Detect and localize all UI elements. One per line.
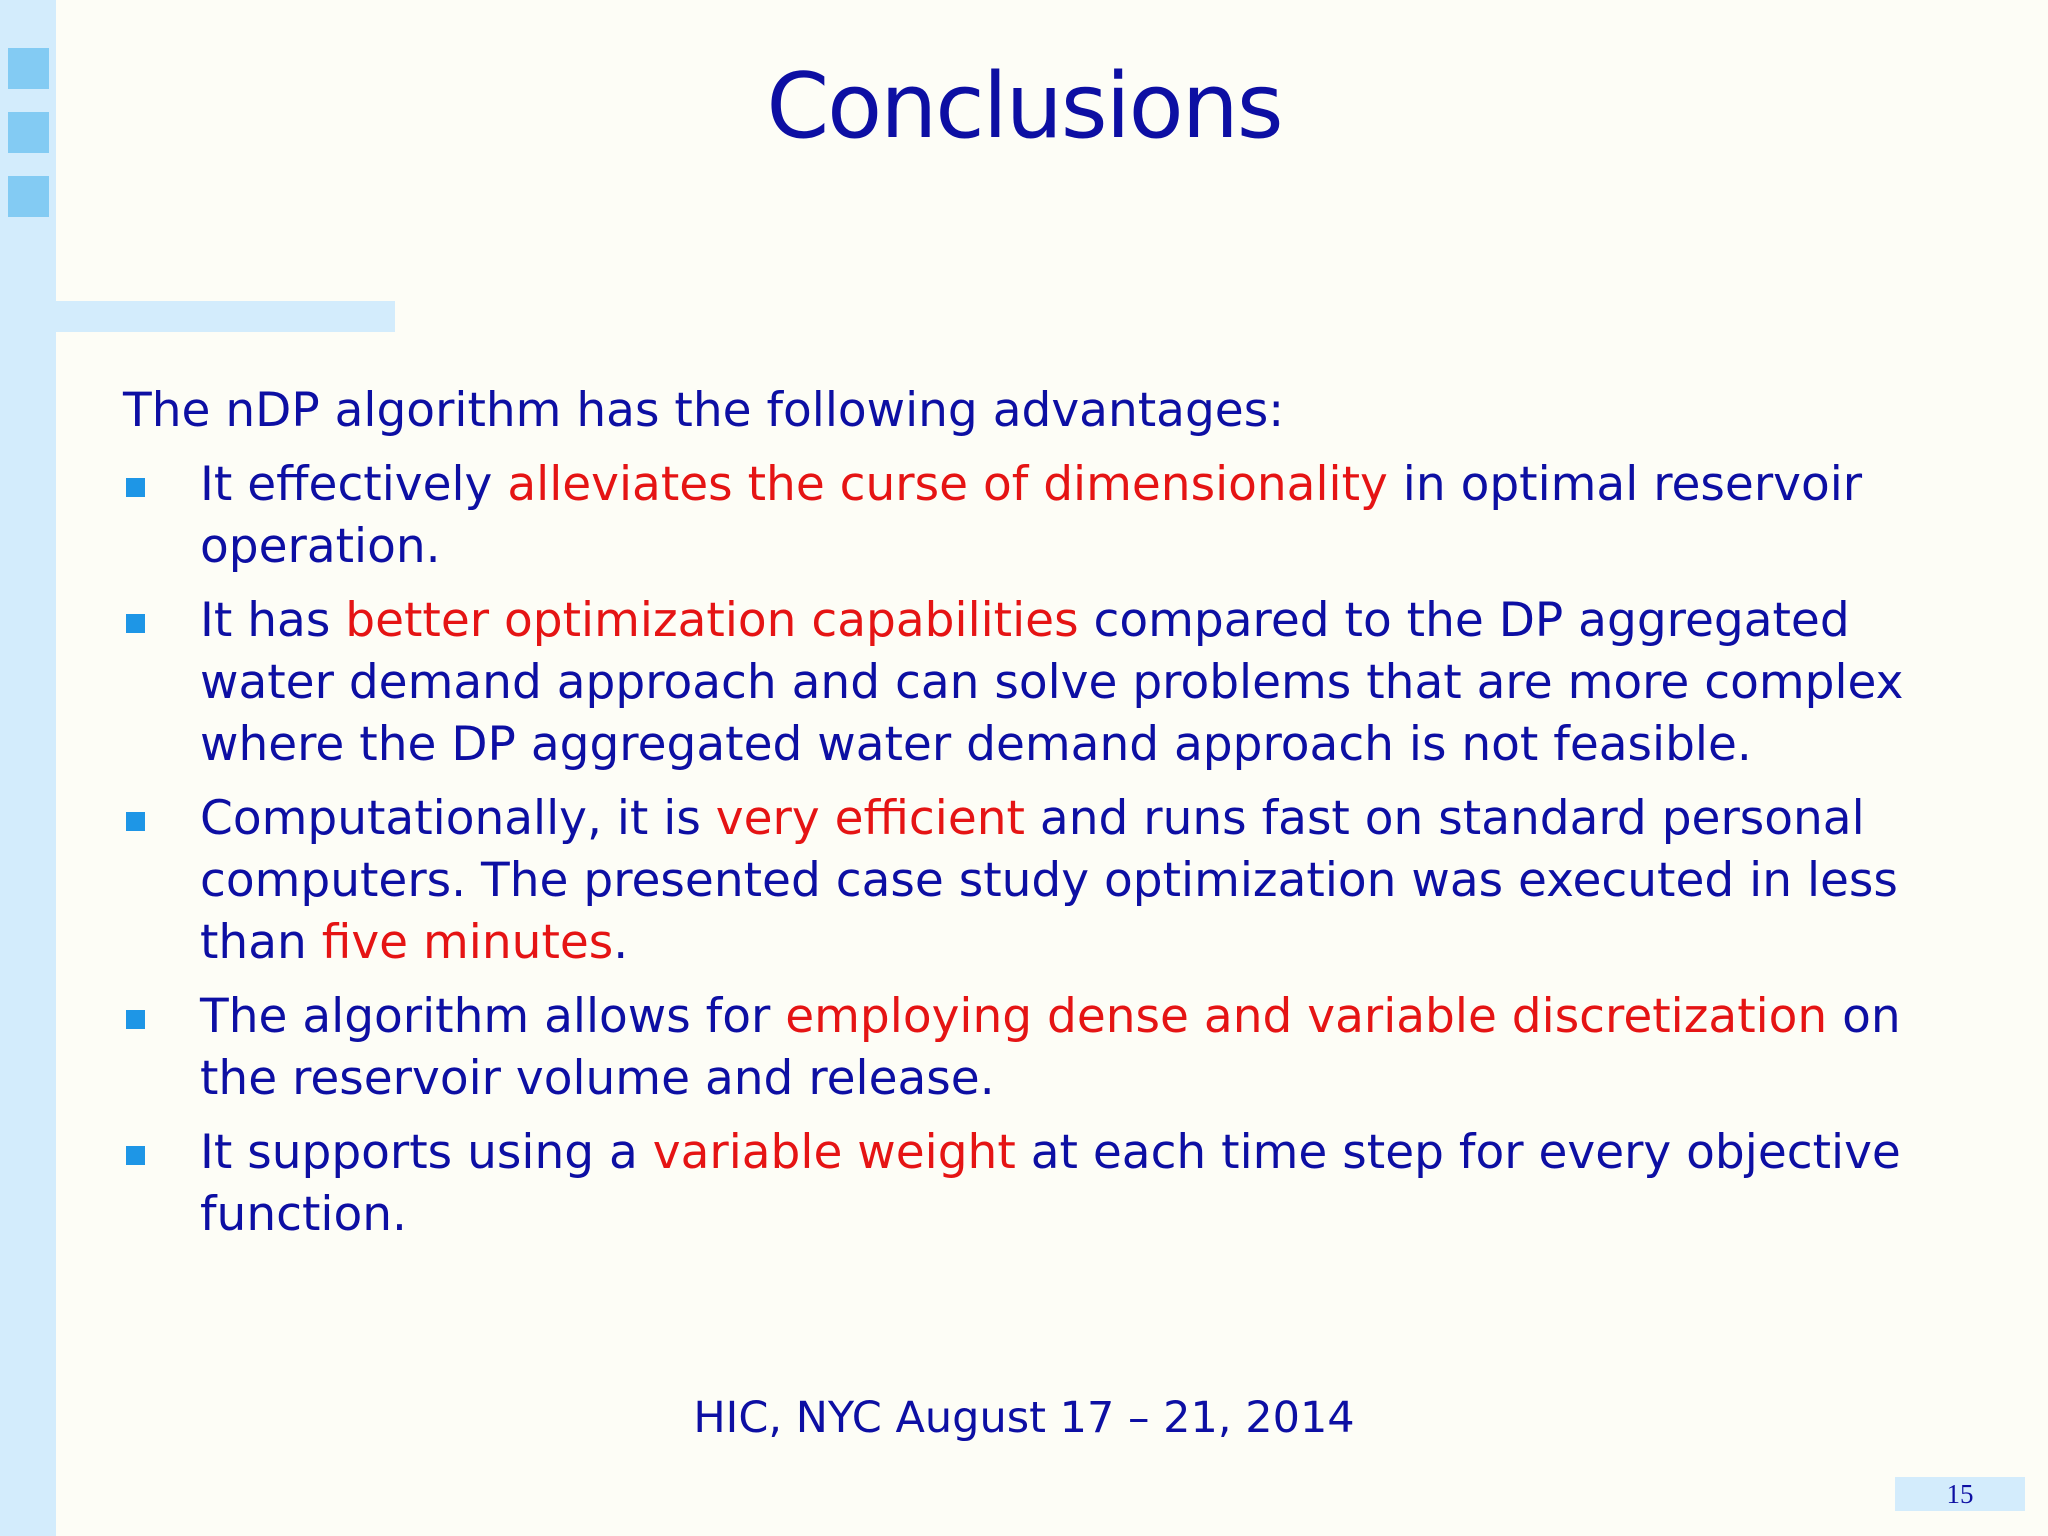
- bullet-text: It supports using a: [200, 1125, 653, 1180]
- bullet-text: It effectively: [200, 457, 508, 512]
- square-bullet-icon: [126, 614, 145, 633]
- intro-text: The nDP algorithm has the following advantages:: [123, 383, 1285, 438]
- decorative-square-3: [8, 176, 49, 217]
- bullet-item-optimization-capabilities: [123, 590, 1963, 776]
- square-bullet-icon: [126, 812, 145, 831]
- decorative-stripe: [56, 301, 395, 332]
- bullet-text: It has: [200, 593, 346, 648]
- slide-title: Conclusions: [766, 54, 1282, 159]
- bullet-highlight: five minutes: [321, 915, 614, 970]
- bullet-text: compared to the DP aggregated water demand approach and can solve problems that are more complex where the DP aggregated water demand approach is not feasible.: [200, 593, 1904, 772]
- page-number: 15: [1895, 1477, 2025, 1511]
- bullet-text: on the reservoir volume and release.: [200, 989, 1901, 1106]
- bullet-list: [123, 454, 1963, 1246]
- bullet-item-curse-of-dimensionality: [123, 454, 1963, 578]
- slide-content: [123, 380, 1963, 1258]
- bullet-item-discretization: [123, 986, 1963, 1110]
- slide-footer: HIC, NYC August 17 – 21, 2014: [693, 1393, 1355, 1443]
- bullet-text: and runs fast on standard personal computers. The presented case study optimization was executed in less than: [200, 791, 1898, 970]
- square-bullet-icon: [126, 1146, 145, 1165]
- bullet-text: at each time step for every objective function.: [200, 1125, 1901, 1242]
- bullet-highlight: very efficient: [715, 791, 1025, 846]
- square-bullet-icon: [126, 478, 145, 497]
- bullet-highlight: variable weight: [652, 1125, 1016, 1180]
- bullet-text: .: [613, 915, 629, 970]
- bullet-text: The algorithm allows for: [200, 989, 786, 1044]
- bullet-highlight: better optimization capabilities: [345, 593, 1079, 648]
- bullet-text: Computationally, it is: [200, 791, 716, 846]
- bullet-item-variable-weight: [123, 1122, 1963, 1246]
- left-decorative-bar: [0, 0, 56, 1536]
- bullet-highlight: employing dense and variable discretization: [785, 989, 1828, 1044]
- bullet-highlight: alleviates the curse of dimensionality: [507, 457, 1388, 512]
- bullet-item-computational-efficiency: [123, 788, 1963, 974]
- square-bullet-icon: [126, 1010, 145, 1029]
- bullet-text: in optimal reservoir operation.: [200, 457, 1863, 574]
